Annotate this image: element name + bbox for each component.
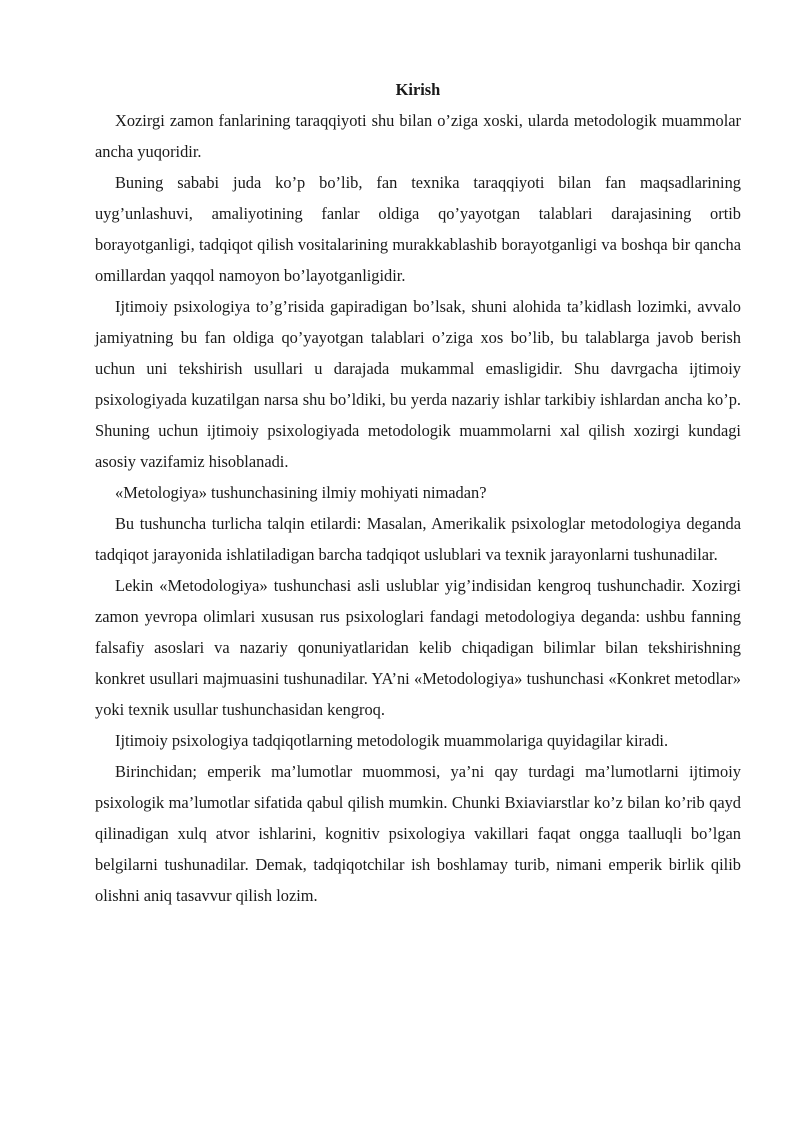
paragraph-5: Bu tushuncha turlicha talqin etilardi: Masalan, Amerikalik psixologlar metodologiya deganda tadqiqot jarayonida ishlatiladigan barcha tadqiqot uslublari va texnik jarayonlarni tushunadilar. (95, 514, 741, 564)
paragraph-7: Ijtimoiy psixologiya tadqiqotlarning metodologik muammolariga quyidagilar kiradi. (115, 731, 669, 750)
paragraph-6: Lekin «Metodologiya» tushunchasi asli uslublar yig’indisidan kengroq tushunchadir. Xozirgi zamon yevropa olimlari xususan rus psixologlari fandagi metodologiya deganda: ushbu fanning falsafiy asoslari va nazariy qonuniyatlaridan kelib chiqadigan bilimlar bilan tekshirishning konkret usullari majmuasini tushunadilar. YA’ni «Metodologiya» tushunchasi «Konkret metodlar» yoki texnik usullar tushunchasidan kengroq. (95, 576, 741, 719)
paragraph-4: «Metologiya» tushunchasining ilmiy mohiyati nimadan? (115, 483, 487, 502)
document-title: Kirish (395, 80, 441, 99)
paragraph-8: Birinchidan; emperik ma’lumotlar muommosi, ya’ni qay turdagi ma’lumotlarni ijtimoiy psixologik ma’lumotlar sifatida qabul qilish mumkin. Chunki Bxiaviarstlar ko’z bilan ko’rib qayd qilinadigan xulq atvor ishlarini, kognitiv psixologiya vakillari faqat ongga taalluqli bo’lgan belgilarni tushunadilar. Demak, tadqiqotchilar ish boshlamay turib, nimani emperik birlik qilib olishni aniq tasavvur qilish lozim. (95, 762, 741, 905)
document-page (95, 74, 741, 911)
paragraph-3: Ijtimoiy psixologiya to’g’risida gapiradigan bo’lsak, shuni alohida ta’kidlash lozimki, avvalo jamiyatning bu fan oldiga qo’yayotgan talablari o’ziga xos bo’lib, bu talablarga javob berish uchun uni tekshirish usullari u darajada mukammal emasligidir. Shu davrgacha ijtimoiy psixologiyada kuzatilgan narsa shu bo’ldiki, bu yerda nazariy ishlar tarkibiy ishlardan ancha ko’p. Shuning uchun ijtimoiy psixologiyada metodologik muammolarni xal qilish xozirgi kundagi asosiy vazifamiz hisoblanadi. (95, 297, 741, 471)
paragraph-1: Xozirgi zamon fanlarining taraqqiyoti shu bilan o’ziga xoski, ularda metodologik muammolar ancha yuqoridir. (95, 111, 741, 161)
paragraph-2: Buning sababi juda ko’p bo’lib, fan texnika taraqqiyoti bilan fan maqsadlarining uyg’unlashuvi, amaliyotining fanlar oldiga qo’yayotgan talablari darajasining ortib borayotganligi, tadqiqot qilish vositalarining murakkablashib borayotganligi va boshqa bir qancha omillardan yaqqol namoyon bo’layotganligidir. (95, 173, 741, 285)
